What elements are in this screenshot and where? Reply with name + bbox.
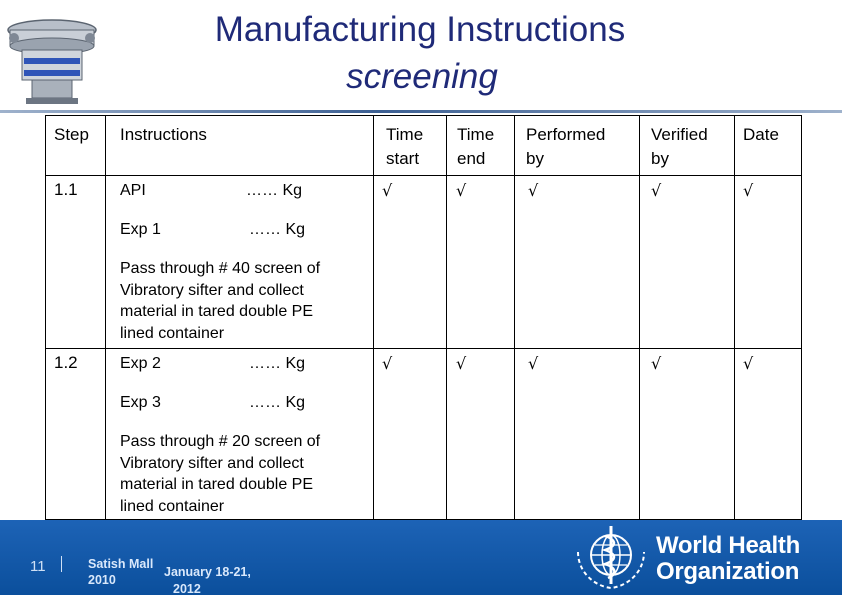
row-divider (46, 348, 801, 349)
title-divider (0, 110, 842, 113)
check-time-start: √ (382, 181, 393, 200)
ingredient-name: Exp 3 (120, 394, 161, 411)
page-subtitle: screening (346, 57, 498, 96)
org-name-line2: Organization (656, 558, 800, 585)
instructions-table (45, 115, 802, 520)
header-verified-by: Verified by (651, 125, 708, 168)
header-date: Date (743, 125, 779, 144)
step-number: 1.1 (54, 180, 78, 199)
process-instruction: Pass through # 40 screen of Vibratory sifter and collect material in tared double PE lined container (120, 260, 321, 342)
column-divider (734, 116, 735, 519)
check-time-end: √ (456, 181, 467, 200)
footer-date: January 18-21, (164, 565, 251, 579)
org-name-line1: World Health (656, 532, 800, 559)
header-instructions: Instructions (120, 125, 207, 144)
column-divider (639, 116, 640, 519)
who-emblem-icon (572, 522, 650, 592)
column-divider (446, 116, 447, 519)
column-divider (514, 116, 515, 519)
row-divider (46, 175, 801, 176)
footer-band (0, 520, 842, 595)
step-number: 1.2 (54, 353, 78, 372)
check-time-end: √ (456, 354, 467, 373)
header-step: Step (54, 125, 89, 144)
ingredient-quantity: …… Kg (249, 394, 306, 411)
ingredient-name: Exp 2 (120, 355, 161, 372)
vibratory-sifter-image (2, 2, 104, 110)
footer-date-year: 2012 (173, 582, 201, 596)
header-time-end: Time end (457, 125, 495, 168)
check-verified-by: √ (651, 354, 662, 373)
ingredient-quantity: …… Kg (246, 182, 303, 199)
ingredient-name: Exp 1 (120, 221, 161, 238)
ingredient-quantity: …… Kg (249, 355, 306, 372)
ingredient-quantity: …… Kg (249, 221, 306, 238)
check-performed-by: √ (528, 181, 539, 200)
page-number: 11 (30, 558, 46, 575)
header-performed-by: Performed by (526, 125, 606, 168)
check-date: √ (743, 354, 754, 373)
page-number-divider (61, 556, 62, 572)
footer-year: 2010 (88, 573, 116, 587)
page-title: Manufacturing Instructions (214, 10, 626, 49)
process-instruction: Pass through # 20 screen of Vibratory sifter and collect material in tared double PE lined container (120, 433, 321, 515)
check-time-start: √ (382, 354, 393, 373)
ingredient-name: API (120, 182, 146, 199)
column-divider (373, 116, 374, 519)
header-time-start: Time start (386, 125, 424, 168)
check-date: √ (743, 181, 754, 200)
check-verified-by: √ (651, 181, 662, 200)
footer-author: Satish Mall (88, 557, 154, 571)
check-performed-by: √ (528, 354, 539, 373)
column-divider (105, 116, 106, 519)
